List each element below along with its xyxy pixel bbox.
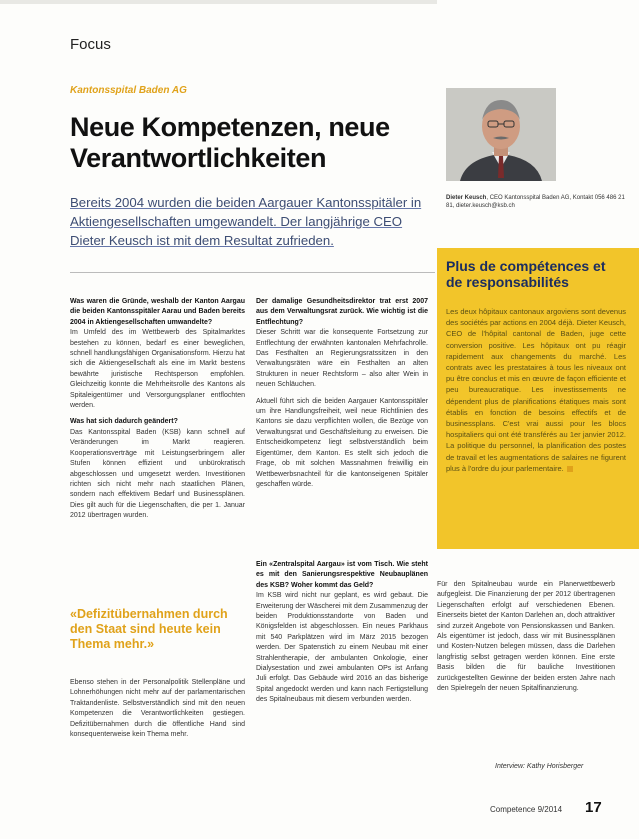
answer: Im Umfeld des im Wettbewerb des Spitalmarktes bestehen zu können, bedarf es einer beweglichen, schnell handlungsfähigen Organisationsform. Hierzu hat sich die Aktiengesellschaft als eine im Markt bestens bewährte juristische Rechtsperson empfohlen. Gleichzeitig konnte die Mehrheitsrolle des Kantons als Spitaleigentümer und Versorgungsplaner entflochten werden. xyxy=(70,329,245,410)
sidebar-title: Plus de compétences et de responsabilités xyxy=(446,258,606,290)
answer: Für den Spitalneubau wurde ein Planerwettbewerb aufgegleist. Die Finanzierung der per 2012 übertragenen Liegenschaften erfolgt auf verschiedenen Ebenen. Einerseits bietet der Kanton Darlehen an, doch attraktiver sind zurzeit Angebote von Pensionskassen und Banken. Als eigentümer ist jedoch, dass wir mit Businessplänen und Kosten-Nutzen belegen müssen, dass die Darlehen langfristig selbst getragen werden können. Eine erste Basis bilden die für bauliche Investitionen zurückgestellten Gewinne der beiden ersten Jahre nach den Spielregeln der neuen Spitalfinanzierung. xyxy=(437,581,615,693)
answer: Aktuell führt sich die beiden Aargauer Kantonsspitäler um ihre Handlungsfreiheit, weil neue Richtlinien des Kantons sie dazu verpflichten wollen, die Bezüge von Verwaltungsrat und Geschäftsleitung zu erweisen. Die Entscheidkompetenz liegt selbstverständlich beim Eigentümer, dem Kanton. Es stellt sich jedoch die Frage, ob mit solchen Massnahmen freiwillig ein Wettbewerbsnachteil für die kantonseigenen Spitäler geschaffen würde. xyxy=(256,397,428,488)
lead-text: Bereits 2004 wurden die beiden Aargauer Kantonsspitäler in Aktiengesellschaften umgewandelt. Der langjährige CEO Dieter Keusch ist mit dem Resultat zufrieden. xyxy=(70,195,422,248)
article-lead xyxy=(70,193,425,250)
caption-name: Dieter Keusch xyxy=(446,195,487,201)
section-label: Focus xyxy=(70,36,111,53)
publication-footer: Competence 9/2014 xyxy=(490,805,563,814)
sidebar-body xyxy=(446,306,626,474)
caption-text: , CEO Kantonsspital Baden AG, Kontakt 056 486 21 81, dieter.keusch@ksb.ch xyxy=(446,195,625,209)
portrait-image xyxy=(446,88,556,181)
portrait-photo xyxy=(446,88,556,181)
column-1 xyxy=(70,297,245,528)
column-2 xyxy=(256,297,428,496)
answer: Im KSB wird nicht nur geplant, es wird gebaut. Die Erweiterung der Wäscherei mit dem Zusammenzug der beiden Produktionsstandorte von Baden und Königsfelden ist abgeschlossen. Ein neues Parkhaus mit 540 Parkplätzen wird im März 2015 bezogen werden. Der Spatenstich zu einem Neubau mit einer Strahlentherapie, der ambulanten Onkologie, einer Dialysestation und zwei ambulanten OPs ist Anfang Juli erfolgt. Das Gebäude wird 2016 an das bisherige Spital angedockt werden und kann nach Fertigstellung des Spitalneubaus mit diesem verbunden werden. xyxy=(256,592,428,704)
question: Ein «Zentralspital Aargau» ist vom Tisch. Wie steht es mit den Sanierungsrespektive Neubauplänen des KSB? Woher kommt das Geld? xyxy=(256,561,428,589)
pull-quote: «Defizitübernahmen durch den Staat sind heute kein Thema mehr.» xyxy=(70,607,228,651)
question: Was waren die Gründe, weshalb der Kanton Aargau die beiden Kantonsspitäler Aarau und Baden bereits 2004 in Aktiengesellschaften umwandelte? xyxy=(70,298,245,326)
question: Der damalige Gesundheitsdirektor trat erst 2007 aus dem Verwaltungsrat zurück. Wie wichtig ist die Entflechtung? xyxy=(256,298,428,326)
article-title: Neue Kompetenzen, neue Verantwortlichkeiten xyxy=(70,112,390,173)
page-number: 17 xyxy=(585,799,602,816)
article-kicker: Kantonsspital Baden AG xyxy=(70,85,187,96)
question: Was hat sich dadurch geändert? xyxy=(70,418,178,426)
answer: Das Kantonsspital Baden (KSB) kann schnell auf Veränderungen im Markt reagieren. Kooperationsverträge mit Leistungserbringern aller Stufen können effizient und unbürokratisch abgeschlossen und umgesetzt werden. Investitionen richten sich nicht mehr nach staatlichen Plänen, sondern nach effektivem Bedarf und Businessplänen. Dies gilt auch für die Liegenschaften, die per 1. Januar 2012 übertragen wurden. xyxy=(70,428,245,520)
column-3 xyxy=(437,580,615,700)
end-mark-icon xyxy=(567,466,573,472)
answer: Dieser Schritt war die konsequente Fortsetzung zur Entflechtung der erwähnten kantonalen Mehrfachrolle. Das Festhalten an Regierungsratssitzen in den Verwaltungsräten wäre ein Festhalten an alten Strukturen in neuer Rechtsform – also alter Wein in neuen Schläuchen. xyxy=(256,329,428,389)
interview-credit: Interview: Kathy Horisberger xyxy=(495,763,584,770)
answer: Ebenso stehen in der Personalpolitik Stellenpläne und Lohnerhöhungen nicht mehr auf der parlamentarischen Traktandenliste. Selbstverständlich sind mit den neuen Kompetenzen die Verantwortlichkeiten gestiegen. Defizitübernahmen durch die öffentliche Hand sind konsequenterweise kein Thema mehr. xyxy=(70,679,245,739)
column-1-continued xyxy=(70,678,245,746)
photo-caption xyxy=(446,194,626,210)
divider xyxy=(70,272,435,273)
sidebar-text: Les deux hôpitaux cantonaux argoviens sont devenus des sociétés par actions en 2004 déjà. Dieter Keusch, CEO de l'hôpital cantonal de Baden, juge cette conversion positive. Les hôpitaux ont pu réagir rapidement aux changements du marché. Les contrats avec les prestataires à tous les niveaux ont pu être conclus et mis en œuvre de façon efficiente et peu bureaucratique. Les investissements ne dépendent plus de planifications étatiques mais sont établis en fonction de besoins effectifs et de businessplans. C'est vrai aussi pour les blocs hospitaliers qui ont été transférés au 1er janvier 2012. La politique du personnel, la planification des postes de travail et les augmentations de salaires ne figurent plus à l'ordre du jour parlementaire. xyxy=(446,307,626,473)
column-2-continued xyxy=(256,560,428,712)
